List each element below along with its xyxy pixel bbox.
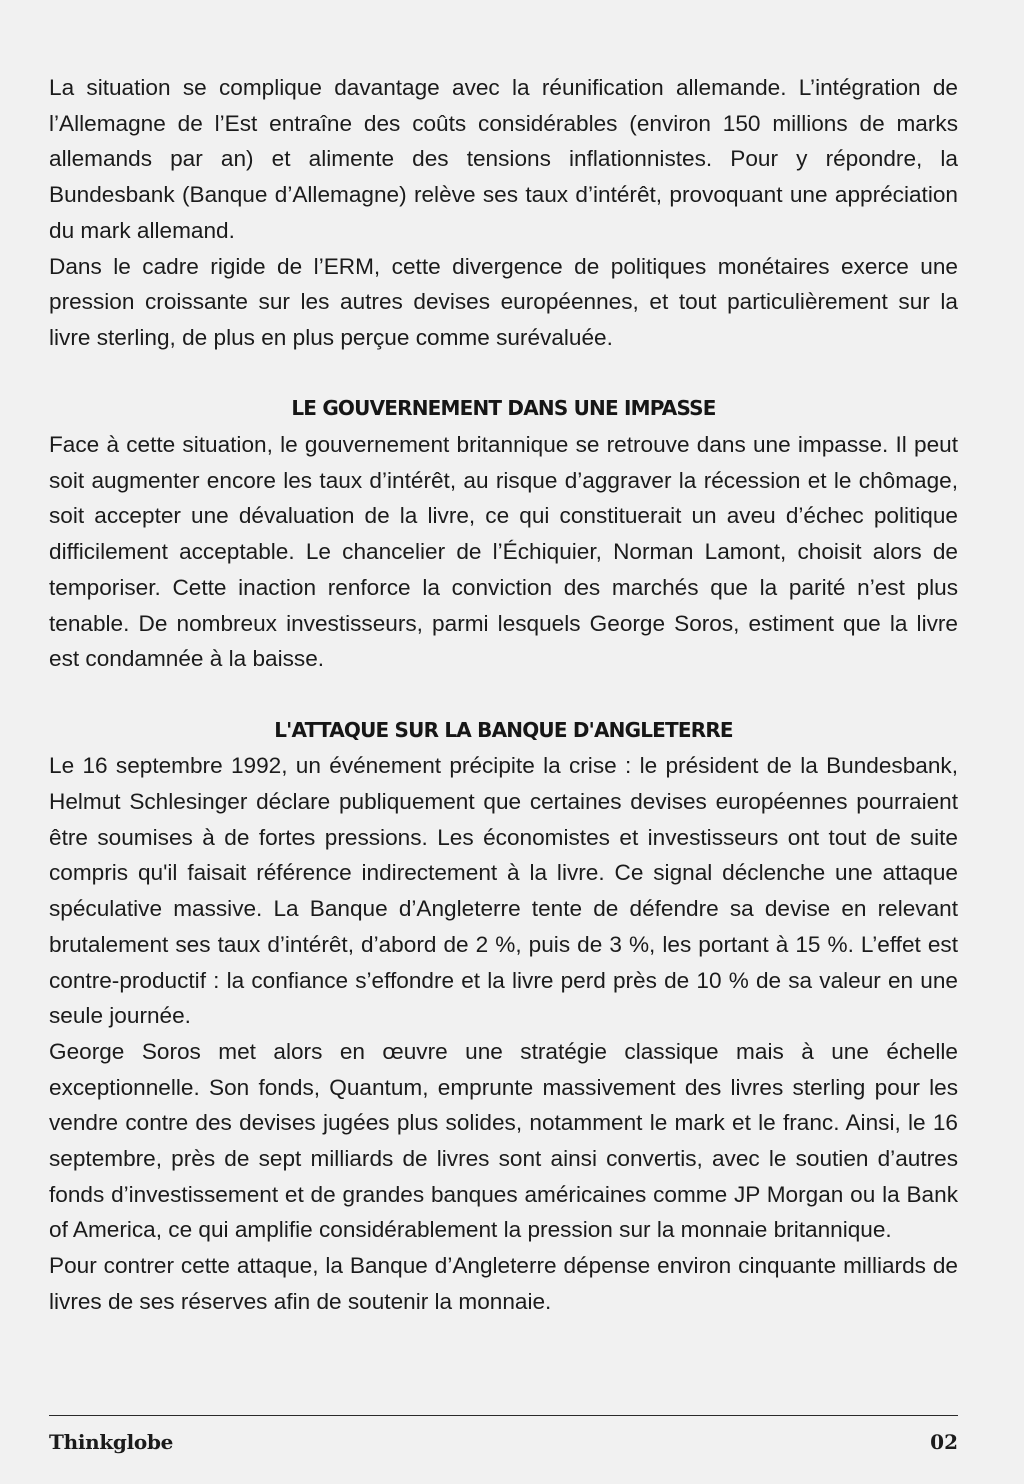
paragraph-soros-strategy: George Soros met alors en œuvre une stratégie classique mais à une échelle exceptionnelle. Son fonds, Quantum, emprunte massivement des livres sterling pour les vendre contre des devises jugées plus solides, notamment le mark et le franc. Ainsi, le 16 septembre, près de sept milliards de livres sont ainsi convertis, avec le soutien d’autres fonds d’investissement et de grandes banques américaines comme JP Morgan ou la Bank of America, ce qui amplifie considérablement la pression sur la monnaie britannique. [49,1038,958,1243]
paragraph-reunification: La situation se complique davantage avec la réunification allemande. L’intégration de l’Allemagne de l’Est entraîne des coûts considérables (environ 150 millions de marks allemands par an) et alimente des tensions inflationnistes. Pour y répondre, la Bundesbank (Banque d’Allemagne) relève ses taux d’intérêt, provoquant une appréciation du mark allemand. [49,75,958,243]
footer-divider [49,1415,958,1416]
document-page [49,0,958,1484]
section-heading-impasse: LE GOUVERNEMENT DANS UNE IMPASSE [291,396,716,421]
footer-brand: Thinkglobe [49,1430,174,1454]
section-spacer [49,356,958,392]
section-spacer [49,677,958,713]
page-number: 02 [930,1430,958,1454]
paragraph-impasse: Face à cette situation, le gouvernement britannique se retrouve dans une impasse. Il peut soit augmenter encore les taux d’intérêt, au risque d’aggraver la récession et le chômage, soit accepter une dévaluation de la livre, ce qui constituerait un aveu d’échec politique difficilement acceptable. Le chancelier de l’Échiquier, Norman Lamont, choisit alors de temporiser. Cette inaction renforce la conviction des marchés que la parité n’est plus tenable. De nombreux investisseurs, parmi lesquels George Soros, estiment que la livre est condamnée à la baisse. [49,432,958,672]
paragraph-attaque-16-septembre: Le 16 septembre 1992, un événement précipite la crise : le président de la Bundesbank, Helmut Schlesinger déclare publiquement que certaines devises européennes pourraient être soumises à de fortes pressions. Les économistes et investisseurs ont tout de suite compris qu'il faisait référence indirectement à la livre. Ce signal déclenche une attaque spéculative massive. La Banque d’Angleterre tente de défendre sa devise en relevant brutalement ses taux d’intérêt, d’abord de 2 %, puis de 3 %, les portant à 15 %. L’effet est contre-productif : la confiance s’effondre et la livre perd près de 10 % de sa valeur en une seule journée. [49,753,958,1029]
section-heading-attaque: L'ATTAQUE SUR LA BANQUE D'ANGLETERRE [274,717,733,742]
article-body [49,70,958,1320]
paragraph-erm-pressure: Dans le cadre rigide de l’ERM, cette divergence de politiques monétaires exerce une pression croissante sur les autres devises européennes, et tout particulièrement sur la livre sterling, de plus en plus perçue comme surévaluée. [49,253,958,350]
paragraph-bank-reserves: Pour contrer cette attaque, la Banque d’Angleterre dépense environ cinquante milliards de livres de ses réserves afin de soutenir la monnaie. [49,1253,958,1314]
